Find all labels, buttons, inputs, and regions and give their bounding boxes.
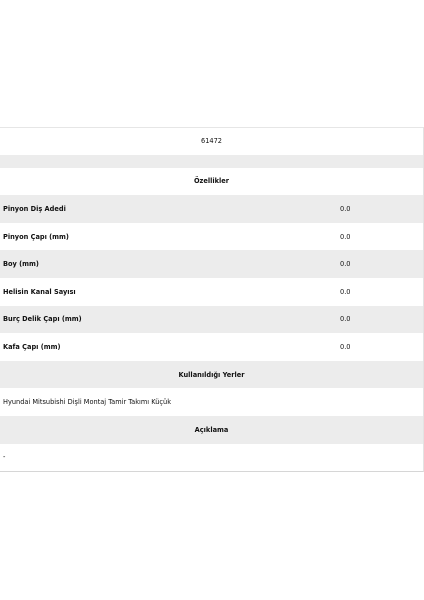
spec-value: 0.0 bbox=[340, 232, 351, 241]
spacer-row bbox=[0, 155, 423, 168]
description-header: Açıklama bbox=[194, 425, 229, 434]
product-code: 61472 bbox=[201, 137, 222, 146]
specs-header: Özellikler bbox=[193, 177, 230, 186]
usage-header: Kullanıldığı Yerler bbox=[178, 370, 245, 379]
spec-label: Pinyon Diş Adedi bbox=[3, 204, 66, 213]
spec-value: 0.0 bbox=[340, 204, 351, 213]
usage-row bbox=[0, 388, 423, 416]
usage-text: Hyundai Mitsubishi Dişli Montaj Tamir Takımı Küçük bbox=[3, 398, 172, 407]
specs-header-row bbox=[0, 168, 423, 196]
spec-value: 0.0 bbox=[340, 260, 351, 269]
usage-header-row bbox=[0, 361, 423, 389]
spec-row bbox=[0, 223, 423, 251]
product-code-row bbox=[0, 127, 423, 155]
description-header-row bbox=[0, 416, 423, 444]
spec-value: 0.0 bbox=[340, 342, 351, 351]
spec-label: Kafa Çapı (mm) bbox=[3, 342, 61, 351]
spec-label: Burç Delik Çapı (mm) bbox=[3, 315, 82, 324]
spec-row bbox=[0, 250, 423, 278]
spec-row bbox=[0, 278, 423, 306]
spec-label: Pinyon Çapı (mm) bbox=[3, 232, 69, 241]
spec-value: 0.0 bbox=[340, 315, 351, 324]
spec-label: Boy (mm) bbox=[3, 260, 39, 269]
description-row bbox=[0, 444, 423, 472]
spec-table bbox=[0, 127, 424, 472]
spec-label: Helisin Kanal Sayısı bbox=[3, 287, 76, 296]
spec-row bbox=[0, 333, 423, 361]
spec-row bbox=[0, 306, 423, 334]
spec-row bbox=[0, 195, 423, 223]
description-text: - bbox=[3, 453, 6, 462]
spec-value: 0.0 bbox=[340, 287, 351, 296]
